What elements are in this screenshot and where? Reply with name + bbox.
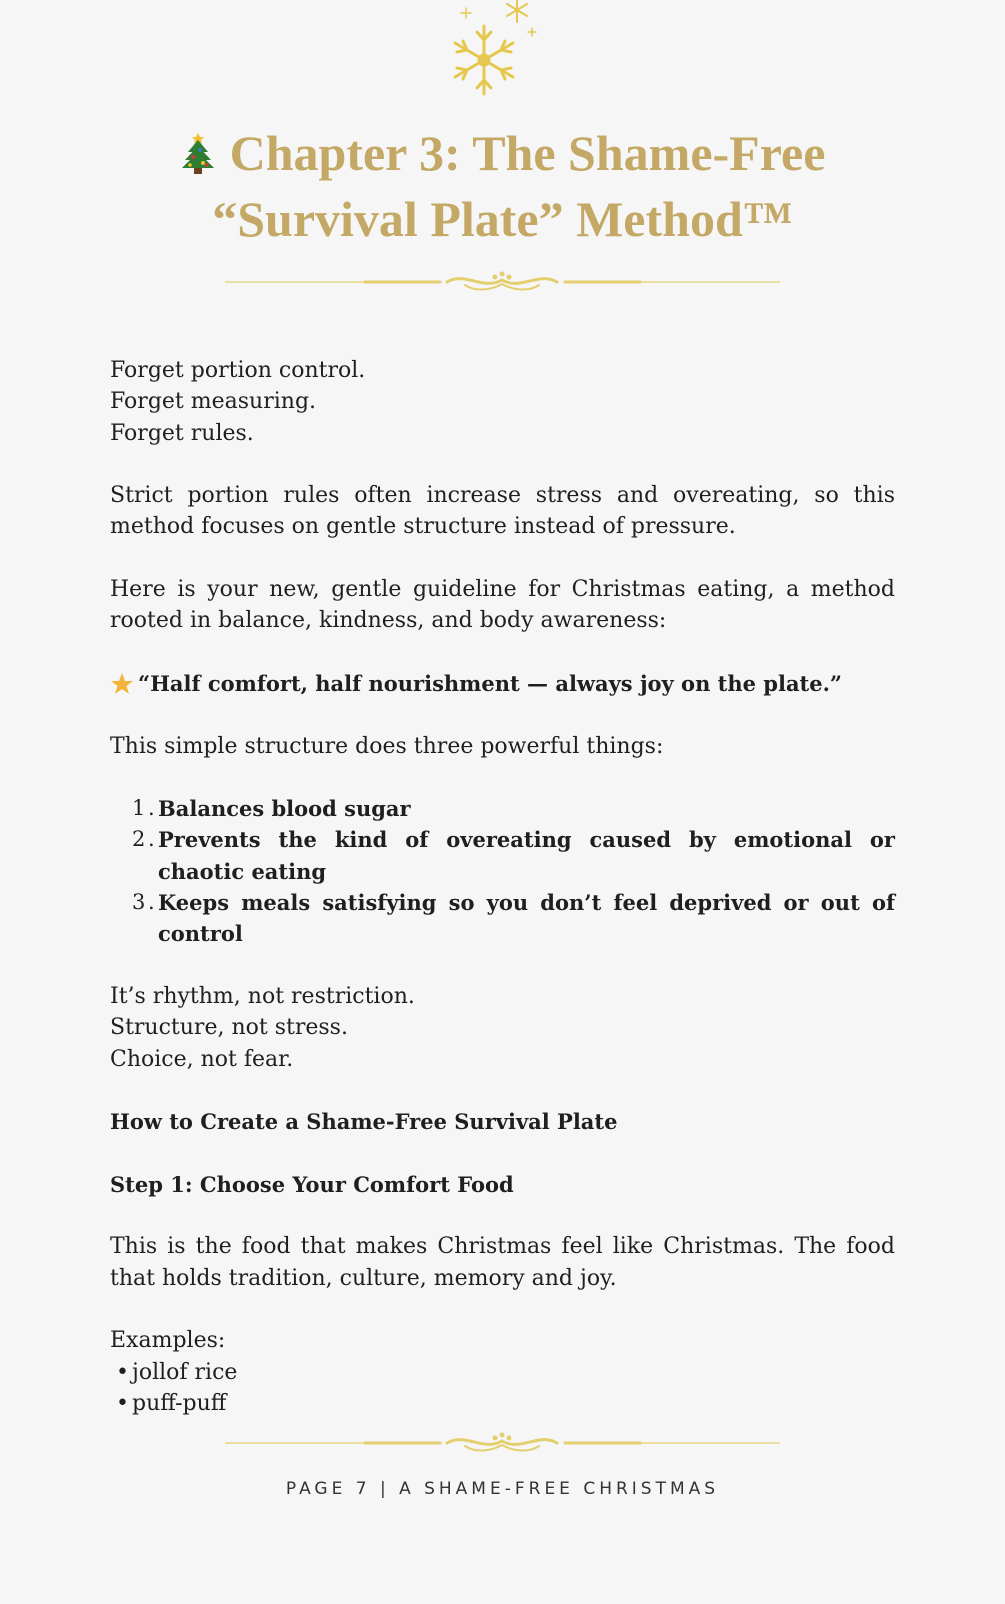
chapter-title — [0, 120, 1005, 252]
example-text: jollof rice — [132, 1359, 238, 1385]
list-item: 2 . Prevents the kind of overeating caused by emotional or chaotic eating — [132, 824, 895, 887]
list-number: 2 — [132, 827, 146, 852]
paragraph-structure: This simple structure does three powerful things: — [110, 733, 664, 759]
page-footer: PAGE 7 | A SHAME-FREE CHRISTMAS — [285, 1479, 720, 1499]
ornamental-divider-top — [225, 269, 780, 295]
mantra-line: It’s rhythm, not restriction. — [110, 983, 415, 1009]
mantra-line: Structure, not stress. — [110, 1015, 348, 1041]
list-item-text: Prevents the kind of overeating caused by emotional or chaotic eating — [158, 827, 895, 884]
christmas-tree-icon — [180, 130, 216, 174]
title-line-2: “Survival Plate” Method™ — [212, 191, 793, 247]
examples-label: Examples: — [110, 1328, 226, 1354]
mantra-line: Choice, not fear. — [110, 1046, 294, 1072]
list-item: 1 . Balances blood sugar — [132, 793, 895, 824]
ornamental-divider-bottom — [225, 1430, 780, 1456]
chapter-body — [110, 355, 895, 1419]
paragraph-comfort-food: This is the food that makes Christmas feel like Christmas. The food that holds tradition, culture, memory and joy. — [110, 1234, 895, 1291]
star-icon — [110, 672, 134, 696]
benefits-list — [110, 793, 895, 949]
list-item: • puff-puff — [116, 1388, 895, 1419]
paragraph-guideline: Here is your new, gentle guideline for Christmas eating, a method rooted in balance, kindness, and body awareness: — [110, 577, 895, 634]
example-text: puff-puff — [132, 1390, 227, 1416]
intro-line: Forget rules. — [110, 420, 254, 446]
step-heading: Step 1: Choose Your Comfort Food — [110, 1171, 514, 1197]
examples-list — [110, 1357, 895, 1420]
list-number: 1 — [132, 796, 146, 821]
snowflake-icon — [440, 0, 560, 110]
list-number: 3 — [132, 890, 146, 915]
intro-line: Forget measuring. — [110, 389, 317, 415]
list-item-text: Balances blood sugar — [158, 796, 411, 822]
key-quote — [110, 668, 895, 699]
title-line-1: Chapter 3: The Shame-Free — [229, 125, 826, 181]
list-item: • jollof rice — [116, 1357, 895, 1388]
section-heading: How to Create a Shame-Free Survival Plate — [110, 1109, 618, 1135]
paragraph-portion-rules: Strict portion rules often increase stress and overeating, so this method focuses on gentle structure instead of pressure. — [110, 483, 895, 540]
quote-text: “Half comfort, half nourishment — always joy on the plate.” — [138, 670, 843, 696]
list-item-text: Keeps meals satisfying so you don’t feel deprived or out of control — [158, 890, 895, 947]
list-item: 3 . Keeps meals satisfying so you don’t feel deprived or out of control — [132, 887, 895, 950]
intro-line: Forget portion control. — [110, 358, 366, 383]
